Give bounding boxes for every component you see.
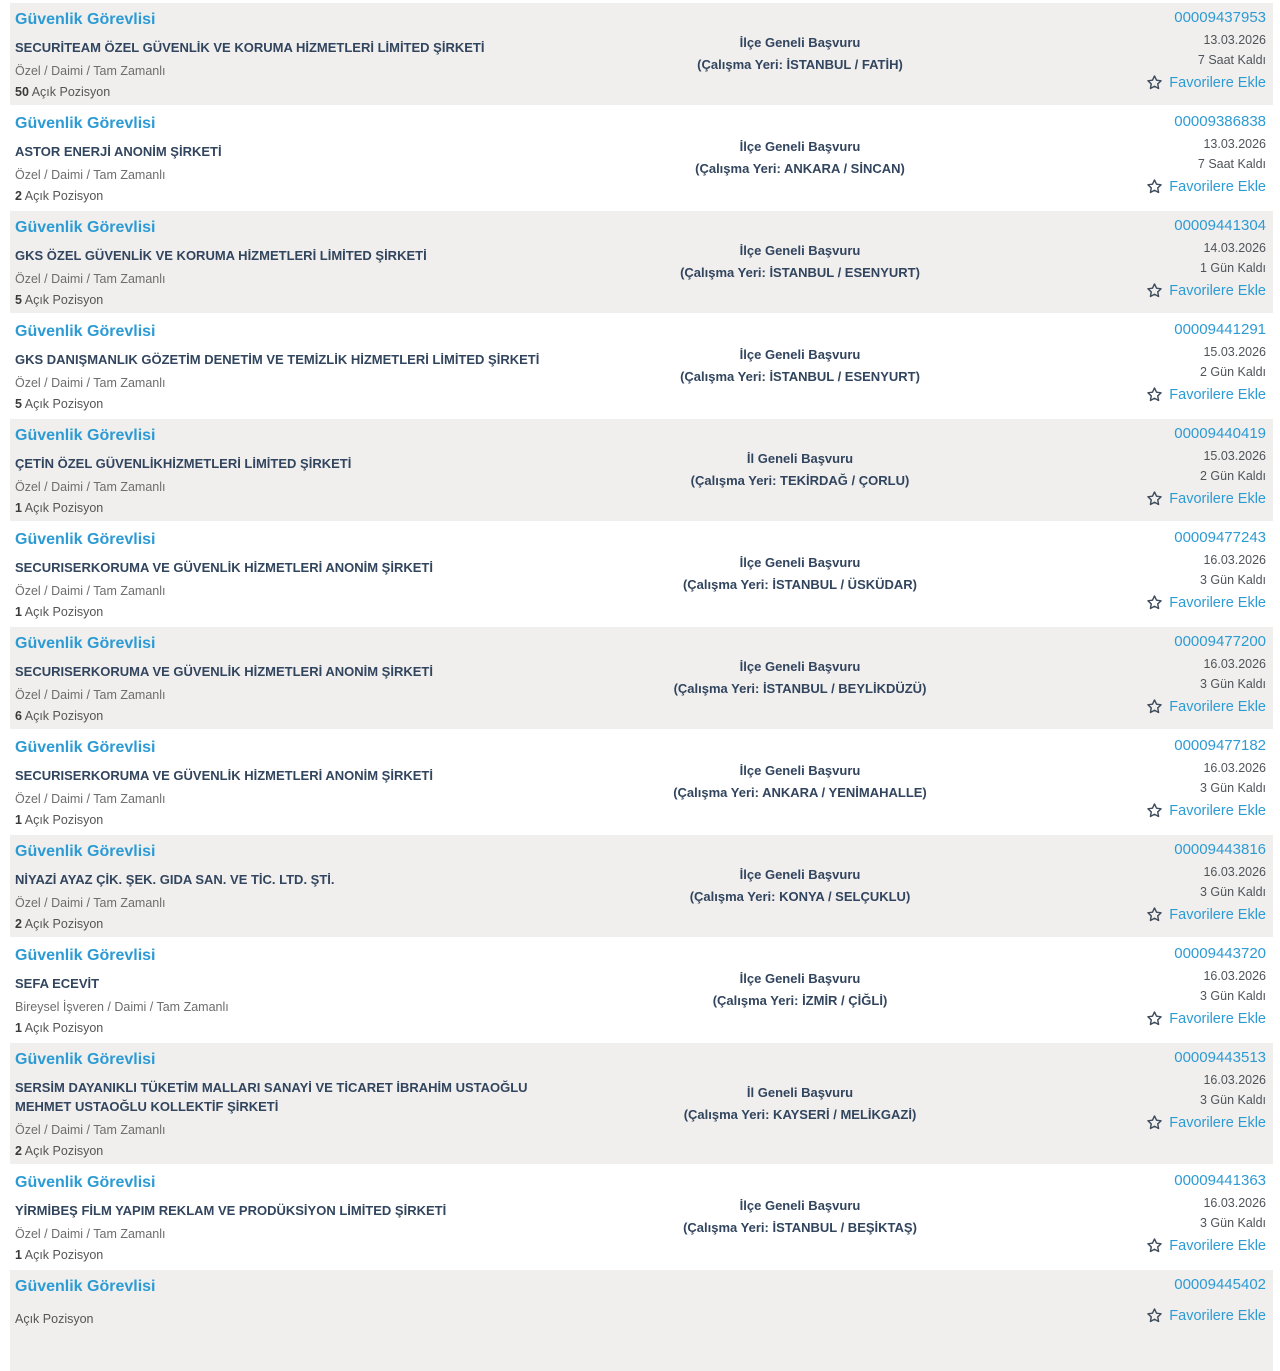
job-row [10, 3, 1273, 105]
company-name: ÇETİN ÖZEL GÜVENLİKHİZMETLERİ LİMİTED ŞİRKETİ [15, 456, 352, 471]
application-scope: İlçe Geneli Başvuru [739, 659, 861, 674]
company-name: SECURİTEAM ÖZEL GÜVENLİK VE KORUMA HİZMETLERİ LİMİTED ŞİRKETİ [15, 40, 485, 55]
job-id-link[interactable]: 00009441291 [1174, 321, 1266, 338]
add-to-favorites-label: Favorilere Ekle [1169, 1307, 1266, 1324]
company-name: GKS DANIŞMANLIK GÖZETİM DENETİM VE TEMİZLİK HİZMETLERİ LİMİTED ŞİRKETİ [15, 352, 540, 367]
job-meta [1020, 1270, 1273, 1371]
star-outline-icon [1146, 1114, 1163, 1131]
job-title-link[interactable]: Güvenlik Görevlisi [15, 1174, 156, 1191]
application-scope: İlçe Geneli Başvuru [739, 1198, 861, 1213]
last-date: 16.03.2026 [1203, 1196, 1266, 1210]
open-positions-label: Açık Pozisyon [24, 1021, 104, 1035]
job-id-link[interactable]: 00009477182 [1174, 737, 1266, 754]
job-row [10, 627, 1273, 729]
time-left: 7 Saat Kaldı [1197, 53, 1266, 67]
add-to-favorites-link[interactable] [1146, 698, 1266, 715]
work-location: (Çalışma Yeri: TEKİRDAĞ / ÇORLU) [690, 473, 910, 488]
add-to-favorites-link[interactable] [1146, 1307, 1266, 1324]
job-summary [10, 315, 580, 417]
star-outline-icon [1146, 1010, 1163, 1027]
open-positions-label: Açık Pozisyon [24, 293, 104, 307]
application-info [580, 550, 1020, 598]
add-to-favorites-link[interactable] [1146, 386, 1266, 403]
open-positions [15, 1021, 570, 1035]
job-id-link[interactable]: 00009440419 [1174, 425, 1266, 442]
open-positions [15, 813, 570, 827]
work-location: (Çalışma Yeri: ANKARA / SİNCAN) [695, 161, 905, 176]
job-summary [10, 523, 580, 625]
star-outline-icon [1146, 698, 1163, 715]
job-meta [1020, 419, 1273, 521]
open-positions-count: 1 [15, 605, 22, 619]
open-positions [15, 1312, 570, 1326]
add-to-favorites-link[interactable] [1146, 1237, 1266, 1254]
application-info [580, 238, 1020, 286]
job-meta [1020, 939, 1273, 1041]
open-positions [15, 605, 570, 619]
job-title-link[interactable]: Güvenlik Görevlisi [15, 323, 156, 340]
star-outline-icon [1146, 1307, 1163, 1324]
company-name: SEFA ECEVİT [15, 976, 100, 991]
open-positions-label: Açık Pozisyon [24, 1248, 104, 1262]
open-positions-label: Açık Pozisyon [24, 605, 104, 619]
job-title-link[interactable]: Güvenlik Görevlisi [15, 11, 156, 28]
application-scope: İlçe Geneli Başvuru [739, 243, 861, 258]
employment-type: Özel / Daimi / Tam Zamanlı [15, 272, 166, 286]
job-row [10, 1166, 1273, 1268]
work-location: (Çalışma Yeri: KAYSERİ / MELİKGAZİ) [683, 1106, 917, 1122]
work-location: (Çalışma Yeri: İSTANBUL / ÜSKÜDAR) [682, 577, 918, 592]
add-to-favorites-label: Favorilere Ekle [1169, 594, 1266, 611]
add-to-favorites-label: Favorilere Ekle [1169, 74, 1266, 91]
job-summary [10, 627, 580, 729]
job-meta [1020, 835, 1273, 937]
add-to-favorites-link[interactable] [1146, 178, 1266, 195]
company-name: SECURISERKORUMA VE GÜVENLİK HİZMETLERİ ANONİM ŞİRKETİ [15, 560, 433, 575]
job-meta [1020, 731, 1273, 833]
add-to-favorites-link[interactable] [1146, 1114, 1266, 1131]
application-info [580, 1193, 1020, 1241]
last-date: 16.03.2026 [1203, 761, 1266, 775]
employment-type: Bireysel İşveren / Daimi / Tam Zamanlı [15, 1000, 229, 1014]
last-date: 14.03.2026 [1203, 241, 1266, 255]
application-info [580, 342, 1020, 390]
job-meta [1020, 211, 1273, 313]
job-title-link[interactable]: Güvenlik Görevlisi [15, 947, 156, 964]
employment-type: Özel / Daimi / Tam Zamanlı [15, 792, 166, 806]
star-outline-icon [1146, 282, 1163, 299]
job-title-link[interactable]: Güvenlik Görevlisi [15, 1051, 156, 1068]
employment-type: Özel / Daimi / Tam Zamanlı [15, 168, 166, 182]
job-summary [10, 835, 580, 937]
star-outline-icon [1146, 386, 1163, 403]
job-title-link[interactable]: Güvenlik Görevlisi [15, 219, 156, 236]
job-summary [10, 3, 580, 105]
employment-type: Özel / Daimi / Tam Zamanlı [15, 1123, 166, 1137]
open-positions [15, 85, 570, 99]
add-to-favorites-link[interactable] [1146, 282, 1266, 299]
star-outline-icon [1146, 74, 1163, 91]
open-positions-count: 50 [15, 85, 29, 99]
company-name: SERSİM DAYANIKLI TÜKETİM MALLARI SANAYİ VE TİCARET İBRAHİM USTAOĞLU MEHMET USTAOĞLU KOLLEKTİF ŞİRKETİ [15, 1080, 528, 1114]
last-date: 15.03.2026 [1203, 345, 1266, 359]
employment-type: Özel / Daimi / Tam Zamanlı [15, 584, 166, 598]
add-to-favorites-label: Favorilere Ekle [1169, 698, 1266, 715]
open-positions-count: 1 [15, 1248, 22, 1262]
job-summary [10, 107, 580, 209]
job-id-link[interactable]: 00009445402 [1174, 1276, 1266, 1293]
job-meta [1020, 523, 1273, 625]
star-outline-icon [1146, 1237, 1163, 1254]
application-scope: İl Geneli Başvuru [746, 451, 854, 466]
job-summary [10, 419, 580, 521]
company-name: YİRMİBEŞ FİLM YAPIM REKLAM VE PRODÜKSİYON LİMİTED ŞİRKETİ [15, 1203, 447, 1218]
open-positions [15, 917, 570, 931]
open-positions [15, 397, 570, 411]
company-name: ASTOR ENERJİ ANONİM ŞİRKETİ [15, 144, 222, 159]
work-location: (Çalışma Yeri: İZMİR / ÇİĞLİ) [712, 993, 888, 1008]
open-positions-label: Açık Pozisyon [24, 189, 104, 203]
application-scope: İlçe Geneli Başvuru [739, 35, 861, 50]
open-positions-count: 1 [15, 501, 22, 515]
company-name: GKS ÖZEL GÜVENLİK VE KORUMA HİZMETLERİ LİMİTED ŞİRKETİ [15, 248, 427, 263]
employment-type: Özel / Daimi / Tam Zamanlı [15, 480, 166, 494]
open-positions [15, 1144, 570, 1158]
star-outline-icon [1146, 594, 1163, 611]
job-meta [1020, 1166, 1273, 1268]
last-date: 15.03.2026 [1203, 449, 1266, 463]
job-id-link[interactable]: 00009386838 [1174, 113, 1266, 130]
job-row [10, 1270, 1273, 1371]
open-positions-count: 1 [15, 813, 22, 827]
job-id-link[interactable]: 00009443720 [1174, 945, 1266, 962]
job-title-link[interactable]: Güvenlik Görevlisi [15, 1278, 156, 1295]
job-summary [10, 1043, 580, 1164]
job-meta [1020, 627, 1273, 729]
job-id-link[interactable]: 00009477243 [1174, 529, 1266, 546]
job-meta [1020, 3, 1273, 105]
employment-type: Özel / Daimi / Tam Zamanlı [15, 64, 166, 78]
open-positions-label: Açık Pozisyon [24, 813, 104, 827]
open-positions-count: 2 [15, 917, 22, 931]
work-location: (Çalışma Yeri: KONYA / SELÇUKLU) [689, 889, 911, 904]
add-to-favorites-label: Favorilere Ekle [1169, 490, 1266, 507]
application-scope: İlçe Geneli Başvuru [739, 347, 861, 362]
job-summary [10, 939, 580, 1041]
job-list [10, 3, 1273, 1371]
application-info [580, 966, 1020, 1014]
application-scope: İlçe Geneli Başvuru [739, 555, 861, 570]
work-location: (Çalışma Yeri: ANKARA / YENİMAHALLE) [673, 785, 927, 800]
open-positions-label: Açık Pozisyon [24, 397, 104, 411]
employment-type: Özel / Daimi / Tam Zamanlı [15, 896, 166, 910]
company-name: NİYAZİ AYAZ ÇİK. ŞEK. GIDA SAN. VE TİC. LTD. ŞTİ. [15, 872, 335, 887]
open-positions-count: 5 [15, 293, 22, 307]
star-outline-icon [1146, 802, 1163, 819]
time-left: 3 Gün Kaldı [1199, 677, 1266, 691]
job-id-link[interactable]: 00009441363 [1174, 1172, 1266, 1189]
application-info [580, 134, 1020, 182]
application-scope: İlçe Geneli Başvuru [739, 867, 861, 882]
add-to-favorites-label: Favorilere Ekle [1169, 1010, 1266, 1027]
open-positions [15, 293, 570, 307]
application-info [580, 1319, 1020, 1323]
open-positions-label: Açık Pozisyon [24, 501, 104, 515]
add-to-favorites-label: Favorilere Ekle [1169, 906, 1266, 923]
open-positions [15, 501, 570, 515]
add-to-favorites-label: Favorilere Ekle [1169, 178, 1266, 195]
job-row [10, 523, 1273, 625]
job-row [10, 731, 1273, 833]
star-outline-icon [1146, 490, 1163, 507]
open-positions-label: Açık Pozisyon [24, 1144, 104, 1158]
open-positions-label: Açık Pozisyon [24, 709, 104, 723]
work-location: (Çalışma Yeri: İSTANBUL / ESENYURT) [680, 369, 920, 384]
star-outline-icon [1146, 178, 1163, 195]
last-date: 16.03.2026 [1203, 1073, 1266, 1087]
job-summary [10, 1270, 580, 1371]
open-positions [15, 709, 570, 723]
work-location: (Çalışma Yeri: İSTANBUL / BEYLİKDÜZÜ) [673, 681, 927, 696]
open-positions-label: Açık Pozisyon [15, 1312, 94, 1326]
time-left: 3 Gün Kaldı [1199, 573, 1266, 587]
time-left: 2 Gün Kaldı [1199, 469, 1266, 483]
star-outline-icon [1146, 906, 1163, 923]
work-location: (Çalışma Yeri: İSTANBUL / ESENYURT) [680, 265, 920, 280]
add-to-favorites-label: Favorilere Ekle [1169, 802, 1266, 819]
application-info [580, 862, 1020, 910]
open-positions-count: 2 [15, 189, 22, 203]
last-date: 16.03.2026 [1203, 553, 1266, 567]
application-info [580, 30, 1020, 78]
time-left: 3 Gün Kaldı [1199, 989, 1266, 1003]
open-positions-count: 2 [15, 1144, 22, 1158]
application-scope: İlçe Geneli Başvuru [739, 763, 861, 778]
last-date: 13.03.2026 [1203, 137, 1266, 151]
last-date: 16.03.2026 [1203, 657, 1266, 671]
job-meta [1020, 1043, 1273, 1164]
add-to-favorites-label: Favorilere Ekle [1169, 282, 1266, 299]
last-date: 16.03.2026 [1203, 865, 1266, 879]
time-left: 2 Gün Kaldı [1199, 365, 1266, 379]
job-id-link[interactable]: 00009437953 [1174, 9, 1266, 26]
application-info [580, 758, 1020, 806]
add-to-favorites-label: Favorilere Ekle [1169, 386, 1266, 403]
job-summary [10, 731, 580, 833]
time-left: 3 Gün Kaldı [1199, 885, 1266, 899]
job-id-link[interactable]: 00009441304 [1174, 217, 1266, 234]
job-row [10, 939, 1273, 1041]
application-info [580, 654, 1020, 702]
job-row [10, 419, 1273, 521]
application-info [580, 1080, 1020, 1128]
job-meta [1020, 107, 1273, 209]
time-left: 1 Gün Kaldı [1199, 261, 1266, 275]
application-info [580, 446, 1020, 494]
add-to-favorites-link[interactable] [1146, 906, 1266, 923]
company-name: SECURISERKORUMA VE GÜVENLİK HİZMETLERİ ANONİM ŞİRKETİ [15, 768, 433, 783]
work-location: (Çalışma Yeri: İSTANBUL / FATİH) [697, 57, 903, 72]
job-id-link[interactable]: 00009477200 [1174, 633, 1266, 650]
add-to-favorites-label: Favorilere Ekle [1169, 1237, 1266, 1254]
last-date: 13.03.2026 [1203, 33, 1266, 47]
job-title-link[interactable]: Güvenlik Görevlisi [15, 115, 156, 132]
time-left: 3 Gün Kaldı [1199, 1216, 1266, 1230]
add-to-favorites-link[interactable] [1146, 594, 1266, 611]
add-to-favorites-link[interactable] [1146, 490, 1266, 507]
add-to-favorites-link[interactable] [1146, 74, 1266, 91]
add-to-favorites-link[interactable] [1146, 802, 1266, 819]
work-location: (Çalışma Yeri: İSTANBUL / BEŞİKTAŞ) [683, 1220, 917, 1235]
open-positions-count: 5 [15, 397, 22, 411]
job-title-link[interactable]: Güvenlik Görevlisi [15, 635, 156, 652]
job-title-link[interactable]: Güvenlik Görevlisi [15, 427, 156, 444]
job-summary [10, 211, 580, 313]
open-positions-count: 6 [15, 709, 22, 723]
open-positions-count: 1 [15, 1021, 22, 1035]
employment-type: Özel / Daimi / Tam Zamanlı [15, 376, 166, 390]
time-left: 7 Saat Kaldı [1197, 157, 1266, 171]
open-positions-label: Açık Pozisyon [31, 85, 111, 99]
job-row [10, 1043, 1273, 1164]
last-date: 16.03.2026 [1203, 969, 1266, 983]
job-summary [10, 1166, 580, 1268]
open-positions [15, 1248, 570, 1262]
job-title-link[interactable]: Güvenlik Görevlisi [15, 843, 156, 860]
job-row [10, 211, 1273, 313]
job-title-link[interactable]: Güvenlik Görevlisi [15, 531, 156, 548]
add-to-favorites-label: Favorilere Ekle [1169, 1114, 1266, 1131]
time-left: 3 Gün Kaldı [1199, 1093, 1266, 1107]
job-row [10, 315, 1273, 417]
job-row [10, 835, 1273, 937]
job-title-link[interactable]: Güvenlik Görevlisi [15, 739, 156, 756]
open-positions-label: Açık Pozisyon [24, 917, 104, 931]
add-to-favorites-link[interactable] [1146, 1010, 1266, 1027]
job-meta [1020, 315, 1273, 417]
time-left: 3 Gün Kaldı [1199, 781, 1266, 795]
application-scope: İl Geneli Başvuru [746, 1084, 854, 1100]
application-scope: İlçe Geneli Başvuru [739, 139, 861, 154]
job-row [10, 107, 1273, 209]
job-id-link[interactable]: 00009443816 [1174, 841, 1266, 858]
job-id-link[interactable]: 00009443513 [1174, 1049, 1266, 1066]
application-scope: İlçe Geneli Başvuru [739, 971, 861, 986]
employment-type: Özel / Daimi / Tam Zamanlı [15, 1227, 166, 1241]
employment-type: Özel / Daimi / Tam Zamanlı [15, 688, 166, 702]
company-name: SECURISERKORUMA VE GÜVENLİK HİZMETLERİ ANONİM ŞİRKETİ [15, 664, 433, 679]
open-positions [15, 189, 570, 203]
